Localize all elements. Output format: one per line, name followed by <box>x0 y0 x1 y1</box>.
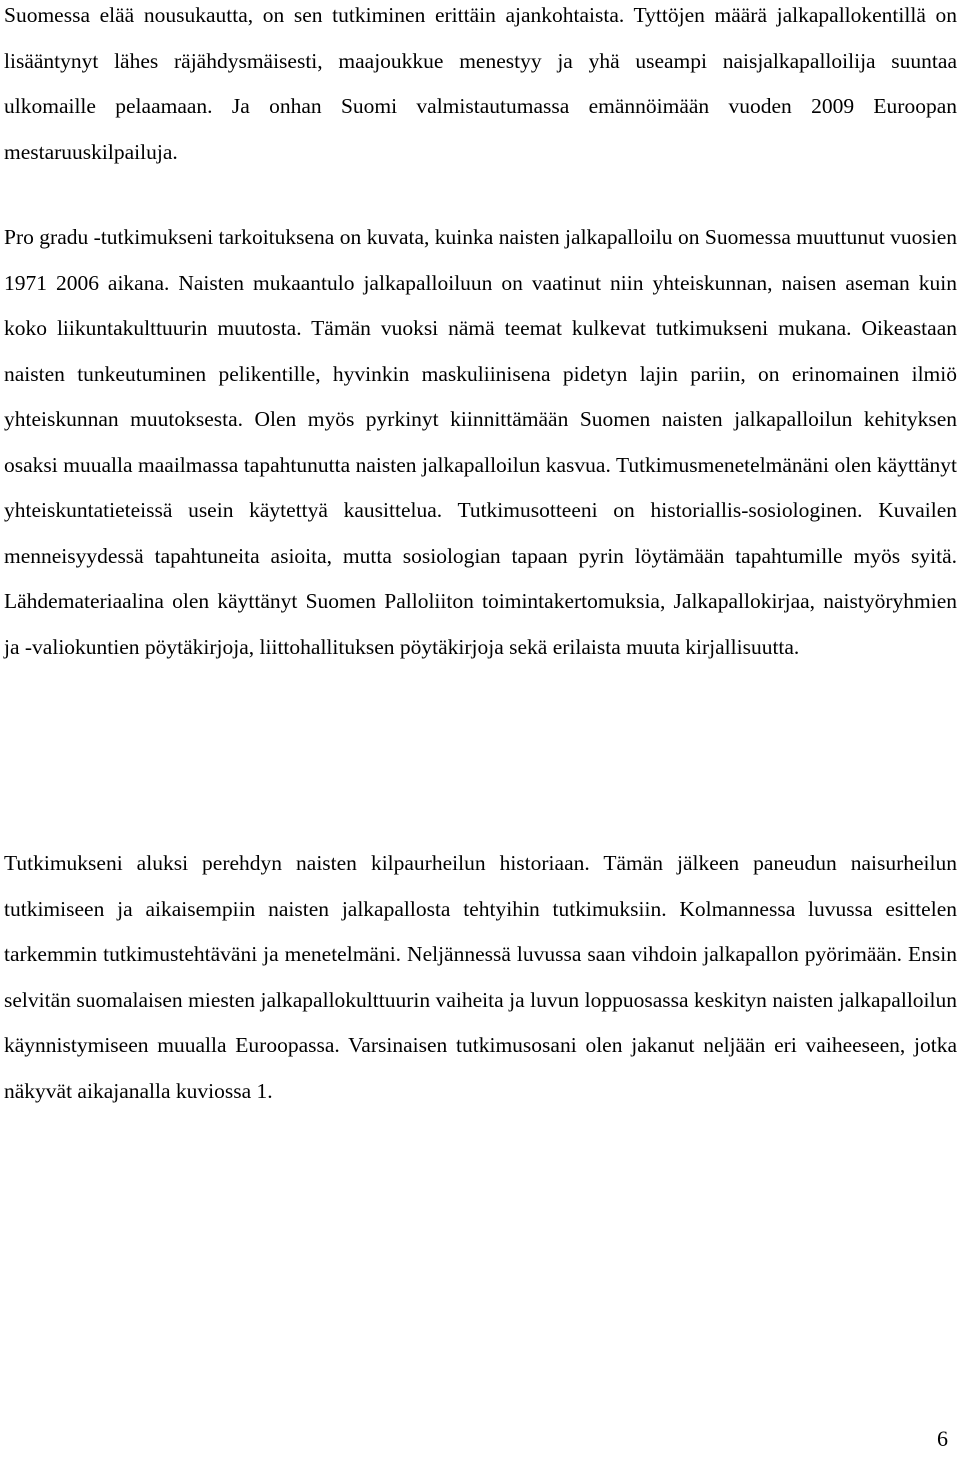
paragraph-purpose: Pro gradu -tutkimukseni tarkoituksena on kuvata, kuinka naisten jalkapalloilu on Suomessa muuttunut vuosien 1971 2006 aikana. Naisten mukaantulo jalkapalloiluun on vaatinut niin yhteiskunnan, naisen aseman kuin koko liikuntakulttuurin muutosta. Tämän vuoksi nämä teemat kulkevat tutkimukseni mukana. Oikeastaan naisten tunkeutuminen pelikentille, hyvinkin maskuliinisena pidetyn lajin pariin, on erinomainen ilmiö yhteiskunnan muutoksesta. Olen myös pyrkinyt kiinnittämään Suomen naisten jalkapalloilun kehityksen osaksi muualla maailmassa tapahtunutta naisten jalkapalloilun kasvua. Tutkimusmenetelmänäni olen käyttänyt yhteiskuntatieteissä usein käytettyä kausittelua. Tutkimusotteeni on historiallis-sosiologinen. Kuvailen menneisyydessä tapahtuneita asioita, mutta sosiologian tapaan pyrin löytämään tapahtumille myös syitä. Lähdemateriaalina olen käyttänyt Suomen Palloliiton toimintakertomuksia, Jalkapallokirjaa, naistyöryhmien ja -valiokuntien pöytäkirjoja, liittohallituksen pöytäkirjoja sekä erilaista muuta kirjallisuutta. <box>4 225 957 659</box>
page-number: 6 <box>937 1426 948 1451</box>
paragraph-structure: Tutkimukseni aluksi perehdyn naisten kilpaurheilun historiaan. Tämän jälkeen paneudun naisurheilun tutkimiseen ja aikaisempiin naisten jalkapallosta tehtyihin tutkimuksiin. Kolmannessa luvussa esittelen tarkemmin tutkimustehtäväni ja menetelmäni. Neljännessä luvussa saan vihdoin jalkapallon pyörimään. Ensin selvitän suomalaisen miesten jalkapallokulttuurin vaiheita ja luvun loppuosassa keskityn naisten jalkapalloilun käynnistymiseen muualla Euroopassa. Varsinaisen tutkimusosani olen jakanut neljään eri vaiheeseen, jotka näkyvät aikajanalla kuviossa 1. <box>4 851 957 1103</box>
paragraph-intro: Suomessa elää nousukautta, on sen tutkiminen erittäin ajankohtaista. Tyttöjen määrä jalkapallokentillä on lisääntynyt lähes räjähdysmäisesti, maajoukkue menestyy ja yhä useampi naisjalkapalloilija suuntaa ulkomaille pelaamaan. Ja onhan Suomi valmistautumassa emännöimään vuoden 2009 Euroopan mestaruuskilpailuja. <box>4 3 957 164</box>
